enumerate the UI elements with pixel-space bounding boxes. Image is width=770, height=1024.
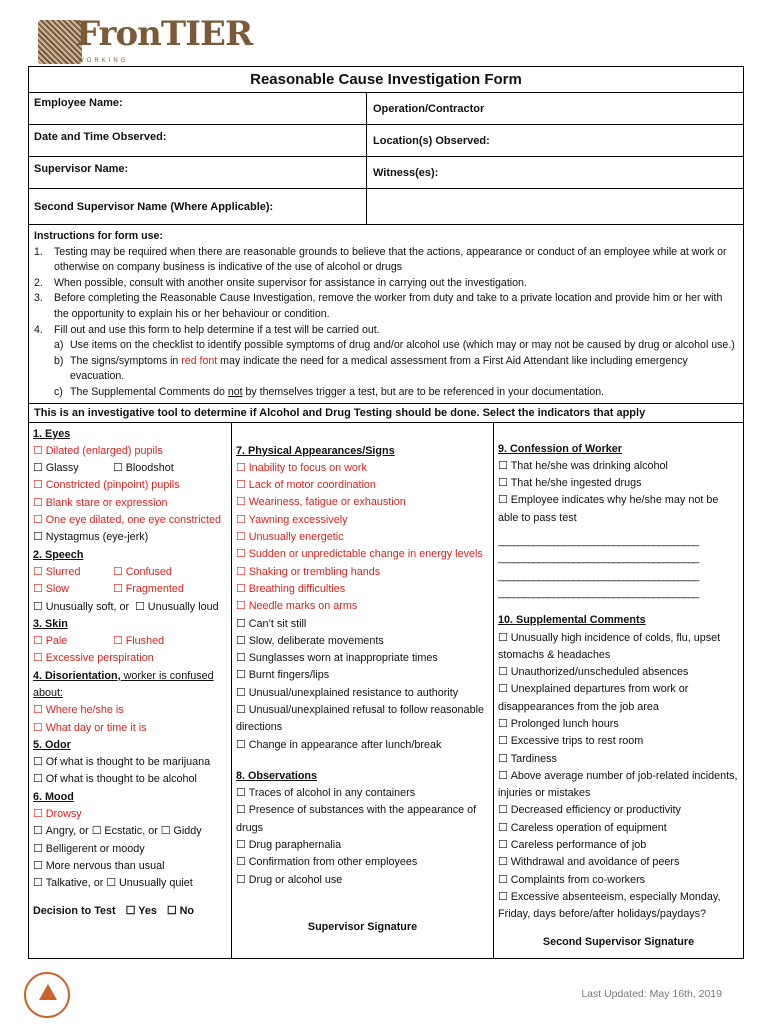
- checkbox-loud[interactable]: ☐ Unusually loud: [135, 601, 219, 613]
- checkbox-injuries[interactable]: ☐ Above average number of job-related incidents, injuries or mistakes: [498, 768, 739, 803]
- checkbox-inability[interactable]: ☐ Inability to focus on work: [236, 460, 489, 477]
- checklist-column-1: [29, 423, 232, 958]
- row-second-supervisor: [29, 189, 743, 225]
- checkbox-where[interactable]: ☐ Where he/she is: [33, 702, 227, 719]
- date-time-field[interactable]: Date and Time Observed:: [29, 125, 367, 156]
- instruction-3: Before completing the Reasonable Cause Investigation, remove the worker from duty and take to a private location and provide him or her with the opportunity to explain his or her behaviour or condition.: [54, 292, 723, 320]
- checkbox-job[interactable]: ☐ Careless performance of job: [498, 837, 739, 854]
- checkbox-refusal[interactable]: ☐ Unusual/unexplained refusal to follow reasonable directions: [236, 702, 489, 737]
- checkbox-drinking[interactable]: ☐ That he/she was drinking alcohol: [498, 458, 739, 475]
- logo-tagline: WORKING: [78, 58, 129, 64]
- checkbox-restroom[interactable]: ☐ Excessive trips to rest room: [498, 733, 739, 750]
- locations-field[interactable]: Location(s) Observed:: [373, 135, 490, 147]
- checkbox-tardiness[interactable]: ☐ Tardiness: [498, 751, 739, 768]
- checkbox-absences[interactable]: ☐ Unauthorized/unscheduled absences: [498, 664, 739, 681]
- second-supervisor-signature[interactable]: Second Supervisor Signature: [542, 935, 695, 948]
- checkbox-bloodshot[interactable]: ☐ Bloodshot: [113, 460, 174, 477]
- section-skin: 3. Skin: [33, 617, 68, 630]
- checklist-columns: [29, 423, 743, 958]
- supervisor-signature[interactable]: Supervisor Signature: [307, 920, 418, 933]
- row-employee: [29, 93, 743, 125]
- checklist-column-3: [494, 423, 743, 958]
- checkbox-burnt[interactable]: ☐ Burnt fingers/lips: [236, 667, 489, 684]
- checkbox-confirmation[interactable]: ☐ Confirmation from other employees: [236, 854, 489, 871]
- section-appearance: 7. Physical Appearances/Signs: [236, 444, 395, 457]
- section-odor: 5. Odor: [33, 738, 71, 751]
- checkbox-angry[interactable]: ☐ Angry, or: [33, 825, 89, 837]
- checkbox-slurred[interactable]: ☐ Slurred: [33, 564, 113, 581]
- checkbox-indicates[interactable]: ☐ Employee indicates why he/she may not be able to pass test: [498, 492, 739, 527]
- checkbox-sudden-change[interactable]: ☐ Sudden or unpredictable change in energy levels: [236, 546, 489, 563]
- section-eyes: 1. Eyes: [33, 427, 71, 440]
- checkbox-coordination[interactable]: ☐ Lack of motor coordination: [236, 477, 489, 494]
- instruction-2: When possible, consult with another onsite supervisor for assistance in carrying out the investigation.: [54, 276, 527, 289]
- checkbox-blank-stare[interactable]: ☐ Blank stare or expression: [33, 495, 227, 512]
- section-speech: 2. Speech: [33, 548, 84, 561]
- comment-line[interactable]: ________________________________________: [498, 569, 699, 582]
- instruction-4b: The signs/symptoms in red font may indicate the need for a medical assessment from a First Aid Attendant like including emergency evacuation.: [70, 354, 688, 383]
- checkbox-flushed[interactable]: ☐ Flushed: [113, 633, 164, 650]
- checkbox-yawning[interactable]: ☐ Yawning excessively: [236, 512, 489, 529]
- checkbox-constricted[interactable]: ☐ Constricted (pinpoint) pupils: [33, 477, 227, 494]
- checkbox-no[interactable]: ☐ No: [167, 903, 194, 920]
- checkbox-efficiency[interactable]: ☐ Decreased efficiency or productivity: [498, 802, 739, 819]
- checkbox-appearance-change[interactable]: ☐ Change in appearance after lunch/break: [236, 737, 489, 754]
- checkbox-lunch[interactable]: ☐ Prolonged lunch hours: [498, 716, 739, 733]
- checkbox-giddy[interactable]: ☐ Giddy: [161, 825, 202, 837]
- frontier-logo: [38, 14, 253, 68]
- instructions: Instructions for form use: 1. Testing may be required when there are reasonable grounds to believe that the actions, appearance or conduct of an employee while at work or otherwise on company business is indicative of the use of alcohol or drugs 2. When possible, consult with another onsite supervisor for assistance in carrying out the investigation. 3. Before completing the Reasonable Cause Investigation, remove the worker from duty and take to a private location and provide him or her with the opportunity to explain his or her behaviour or condition. 4. Fill out and use this form to help determine if a test will be carried out. a) Use items on the checklist to identify possible symptoms of drug and/or alcohol use (which may or may not be caused by drug or alcohol use.) b) The signs/symptoms in red font may indicate the need for a medical assessment from a First Aid Attendant like including emergency evacuation. c) The Supplemental Comments do not by themselves trigger a test, but are to be referenced in your documentation.: [29, 225, 743, 404]
- checkbox-absenteeism[interactable]: ☐ Excessive absenteeism, especially Monday, Friday, days before/after holidays/paydays?: [498, 889, 739, 924]
- checkbox-slow-movements[interactable]: ☐ Slow, deliberate movements: [236, 633, 489, 650]
- checkbox-nervous[interactable]: ☐ More nervous than usual: [33, 858, 227, 875]
- checkbox-shaking[interactable]: ☐ Shaking or trembling hands: [236, 564, 489, 581]
- checkbox-confused[interactable]: ☐ Confused: [113, 564, 172, 581]
- checkbox-sit-still[interactable]: ☐ Can’t sit still: [236, 616, 489, 633]
- checkbox-one-eye[interactable]: ☐ One eye dilated, one eye constricted: [33, 512, 227, 529]
- checkbox-departures[interactable]: ☐ Unexplained departures from work or disappearances from the job area: [498, 681, 739, 716]
- checkbox-alcohol-odor[interactable]: ☐ Of what is thought to be alcohol: [33, 771, 227, 788]
- checkbox-pale[interactable]: ☐ Pale: [33, 633, 113, 650]
- comment-line[interactable]: ________________________________________: [498, 552, 699, 565]
- supervisor-field[interactable]: Supervisor Name:: [29, 157, 367, 188]
- checkbox-quiet[interactable]: ☐ Unusually quiet: [106, 877, 193, 889]
- checkbox-glassy[interactable]: ☐ Glassy: [33, 460, 113, 477]
- decision-to-test: [33, 903, 227, 920]
- row-supervisor: [29, 157, 743, 189]
- logo-wordmark: FronTIER: [76, 14, 253, 54]
- checkbox-weariness[interactable]: ☐ Weariness, fatigue or exhaustion: [236, 494, 489, 511]
- checkbox-belligerent[interactable]: ☐ Belligerent or moody: [33, 841, 227, 858]
- checkbox-energetic[interactable]: ☐ Unusually energetic: [236, 529, 489, 546]
- comment-line[interactable]: ________________________________________: [498, 535, 699, 548]
- second-supervisor-field[interactable]: Second Supervisor Name (Where Applicable):: [29, 189, 367, 224]
- decision-label: Decision to Test: [33, 904, 116, 917]
- checklist-column-2: [232, 423, 494, 958]
- section-mood: 6. Mood: [33, 790, 74, 803]
- checkbox-equipment[interactable]: ☐ Careless operation of equipment: [498, 820, 739, 837]
- checkbox-perspiration[interactable]: ☐ Excessive perspiration: [33, 650, 227, 667]
- checkbox-fragmented[interactable]: ☐ Fragmented: [113, 581, 184, 598]
- checkbox-marijuana[interactable]: ☐ Of what is thought to be marijuana: [33, 754, 227, 771]
- checkbox-needle[interactable]: ☐ Needle marks on arms: [236, 598, 489, 615]
- checkbox-complaints[interactable]: ☐ Complaints from co-workers: [498, 872, 739, 889]
- checkbox-talkative[interactable]: ☐ Talkative, or: [33, 877, 103, 889]
- checkbox-what-day[interactable]: ☐ What day or time it is: [33, 720, 227, 737]
- checkbox-slow[interactable]: ☐ Slow: [33, 581, 113, 598]
- section-disorientation: 4. Disorientation, worker is confused about:: [33, 669, 214, 699]
- second-supervisor-blank[interactable]: [367, 189, 743, 224]
- checkbox-sunglasses[interactable]: ☐ Sunglasses worn at inappropriate times: [236, 650, 489, 667]
- certification-seal-icon: [24, 972, 70, 1018]
- checkbox-colds[interactable]: ☐ Unusually high incidence of colds, flu, upset stomachs & headaches: [498, 630, 739, 665]
- last-updated: Last Updated: May 16th, 2019: [581, 988, 722, 1000]
- checkbox-breathing[interactable]: ☐ Breathing difficulties: [236, 581, 489, 598]
- instruction-4: Fill out and use this form to help determine if a test will be carried out.: [54, 323, 380, 336]
- section-supplemental: 10. Supplemental Comments: [498, 614, 646, 627]
- instructions-header: Instructions for form use:: [34, 230, 163, 242]
- checkbox-nystagmus[interactable]: ☐ Nystagmus (eye-jerk): [33, 529, 227, 546]
- instruction-4a: Use items on the checklist to identify possible symptoms of drug and/or alcohol use (which may or may not be caused by drug or alcohol use.): [70, 339, 735, 352]
- checkbox-dilated[interactable]: ☐ Dilated (enlarged) pupils: [33, 443, 227, 460]
- checkbox-resistance[interactable]: ☐ Unusual/unexplained resistance to authority: [236, 685, 489, 702]
- row-date: [29, 125, 743, 157]
- witness-field[interactable]: Witness(es):: [373, 167, 439, 179]
- form-title: Reasonable Cause Investigation Form: [29, 67, 743, 93]
- section-observations: 8. Observations: [236, 769, 318, 782]
- checkbox-drowsy[interactable]: ☐ Drowsy: [33, 806, 227, 823]
- checkbox-ecstatic[interactable]: ☐ Ecstatic, or: [92, 825, 158, 837]
- comment-line[interactable]: ________________________________________: [498, 586, 699, 599]
- checkbox-soft[interactable]: ☐ Unusually soft, or: [33, 601, 129, 613]
- operation-field[interactable]: Operation/Contractor: [373, 103, 485, 115]
- checkbox-paraphernalia[interactable]: ☐ Drug paraphernalia: [236, 837, 489, 854]
- instruction-1: Testing may be required when there are reasonable grounds to believe that the actions, appearance or conduct of an employee while at work or otherwise on company business is indicative of the use of alcohol or drugs: [54, 245, 727, 274]
- section-confession: 9. Confession of Worker: [498, 442, 622, 455]
- indicator-banner: This is an investigative tool to determine if Alcohol and Drug Testing should be done. Select the indicators that apply: [29, 404, 743, 423]
- checkbox-withdrawal[interactable]: ☐ Withdrawal and avoidance of peers: [498, 854, 739, 871]
- investigation-form: [28, 66, 744, 959]
- checkbox-drug-use[interactable]: ☐ Drug or alcohol use: [236, 872, 489, 889]
- checkbox-yes[interactable]: ☐ Yes: [126, 903, 157, 920]
- employee-name-field[interactable]: Employee Name:: [29, 93, 367, 124]
- checkbox-traces[interactable]: ☐ Traces of alcohol in any containers: [236, 785, 489, 802]
- instruction-4c: The Supplemental Comments do not by themselves trigger a test, but are to be referenced in your documentation.: [70, 385, 605, 398]
- checkbox-ingested-drugs[interactable]: ☐ That he/she ingested drugs: [498, 475, 739, 492]
- checkbox-presence[interactable]: ☐ Presence of substances with the appearance of drugs: [236, 802, 489, 837]
